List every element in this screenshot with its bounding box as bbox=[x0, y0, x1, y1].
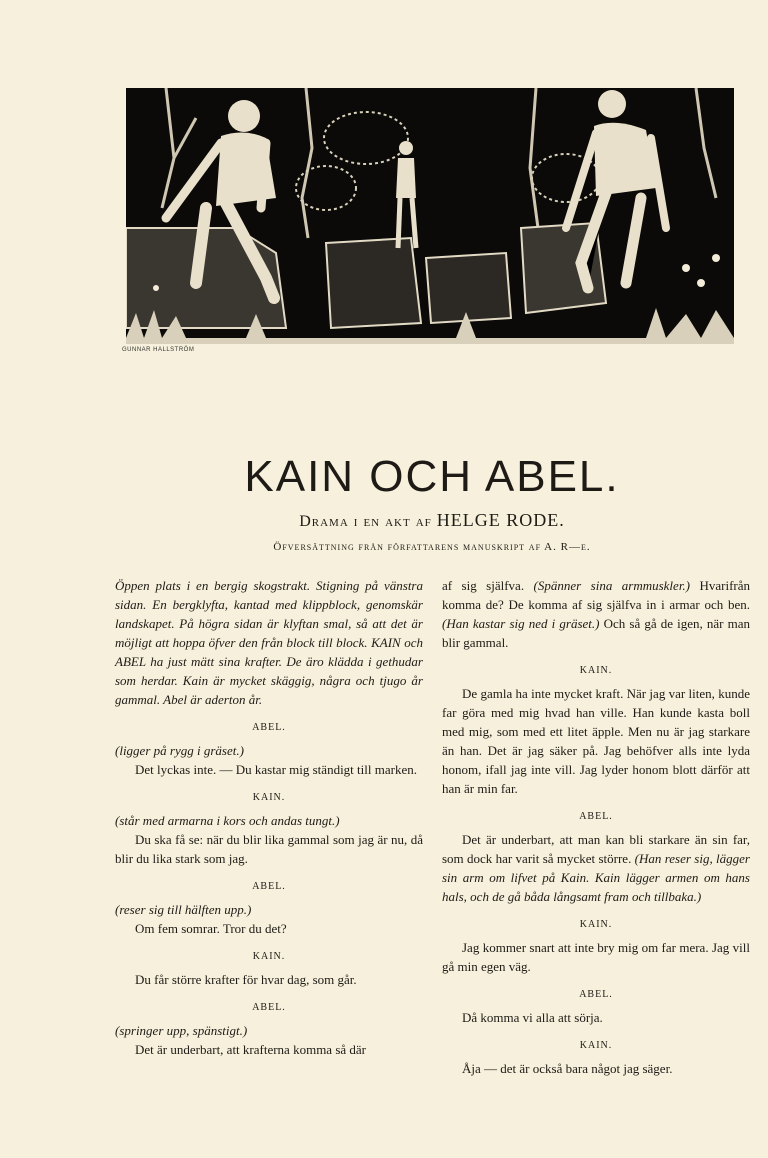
dialogue-line: Det är underbart, att krafterna komma så där bbox=[135, 1042, 367, 1057]
stage-direction: (ligger på rygg i gräset.) bbox=[115, 743, 244, 758]
speaker-label: KAIN. bbox=[252, 951, 286, 962]
speaker-label: KAIN. bbox=[579, 665, 613, 676]
dialogue-line: Du får större krafter för hvar dag, som går. bbox=[135, 972, 357, 987]
dialogue-text: Hvarifrån komma de? De komma af sig själfva in i armar och ben. bbox=[442, 578, 750, 612]
subtitle-prefix: Drama i en akt af bbox=[299, 513, 437, 530]
speaker-label: KAIN. bbox=[579, 1040, 613, 1051]
speaker-label: KAIN. bbox=[579, 919, 613, 930]
dialogue-continuation bbox=[442, 576, 750, 652]
speaker-label: KAIN. bbox=[252, 792, 286, 803]
artist-signature: GUNNAR HALLSTRÖM bbox=[122, 347, 195, 353]
speaker-label: ABEL. bbox=[252, 722, 286, 733]
speaker-label: ABEL. bbox=[252, 1002, 286, 1013]
dialogue-text: af sig själfva. bbox=[442, 578, 534, 593]
stage-direction: (reser sig till hälften upp.) bbox=[115, 902, 252, 917]
dialogue-line: De gamla ha inte mycket kraft. När jag var liten, kunde far göra med mig hvad han ville. Han kunde kasta boll med mig, som med ett litet äpple. Men nu är jag starkare än han. Det är jag säker på. Jag behöfver alls inte lyda honom, ifall jag inte vill. Jag lyder honom blott därför att han är min far. bbox=[442, 686, 750, 796]
speaker-label: ABEL. bbox=[579, 811, 613, 822]
dialogue-text: Det är underbart, att man kan bli starkare än sin far, som dock har varit så mycket större. bbox=[442, 832, 750, 866]
play-subtitle bbox=[0, 510, 768, 531]
inline-stage-direction: (Han kastar sig ned i gräset.) bbox=[442, 616, 600, 631]
inline-stage-direction: (Han reser sig, lägger sin arm om lifvet på Kain. Kain lägger armen om hans hals, och de gå båda långsamt fram och tillbaka.) bbox=[442, 851, 750, 904]
dialogue-line: Om fem somrar. Tror du det? bbox=[135, 921, 287, 936]
opening-stage-direction: Öppen plats i en bergig skogstrakt. Stigning på vänstra sidan. En bergklyfta, kantad med klippblock, genomskär landskapet. På högra sidan är klyftan smal, så att det är möjligt att hoppa öfver den från block till block. KAIN och ABEL ha just mätt sina krafter. De äro klädda i gethudar som herdar. Kain är mycket skäggig, några och tjugo år gammal. Abel är aderton år. bbox=[115, 578, 423, 707]
dialogue-text: Och så gå de igen, när man blir gammal. bbox=[442, 616, 750, 650]
dialogue-line: Då komma vi alla att sörja. bbox=[462, 1010, 603, 1025]
dialogue-line bbox=[442, 830, 750, 906]
woodcut-illustration bbox=[126, 88, 734, 344]
dialogue-line: Du ska få se: när du blir lika gammal som jag är nu, då blir du lika stark som jag. bbox=[115, 832, 423, 866]
left-column bbox=[115, 576, 423, 1059]
stage-direction: (springer upp, spänstigt.) bbox=[115, 1023, 248, 1038]
play-title: KAIN OCH ABEL. bbox=[244, 452, 620, 501]
illustration-drawing bbox=[126, 88, 734, 344]
stage-direction: (står med armarna i kors och andas tungt.) bbox=[115, 813, 340, 828]
dialogue-line: Det lyckas inte. — Du kastar mig ständigt till marken. bbox=[135, 762, 417, 777]
dialogue-line: Åja — det är också bara något jag säger. bbox=[462, 1061, 673, 1076]
dialogue-line: Jag kommer snart att inte bry mig om far mera. Jag vill gå min egen väg. bbox=[442, 940, 750, 974]
speaker-label: ABEL. bbox=[252, 881, 286, 892]
author-name: HELGE RODE. bbox=[436, 510, 565, 530]
inline-stage-direction: (Spänner sina armmuskler.) bbox=[533, 578, 691, 593]
translation-note: Öfversättning från författarens manuskript af A. R—e. bbox=[273, 541, 591, 553]
speaker-label: ABEL. bbox=[579, 989, 613, 1000]
right-column bbox=[442, 576, 750, 1078]
